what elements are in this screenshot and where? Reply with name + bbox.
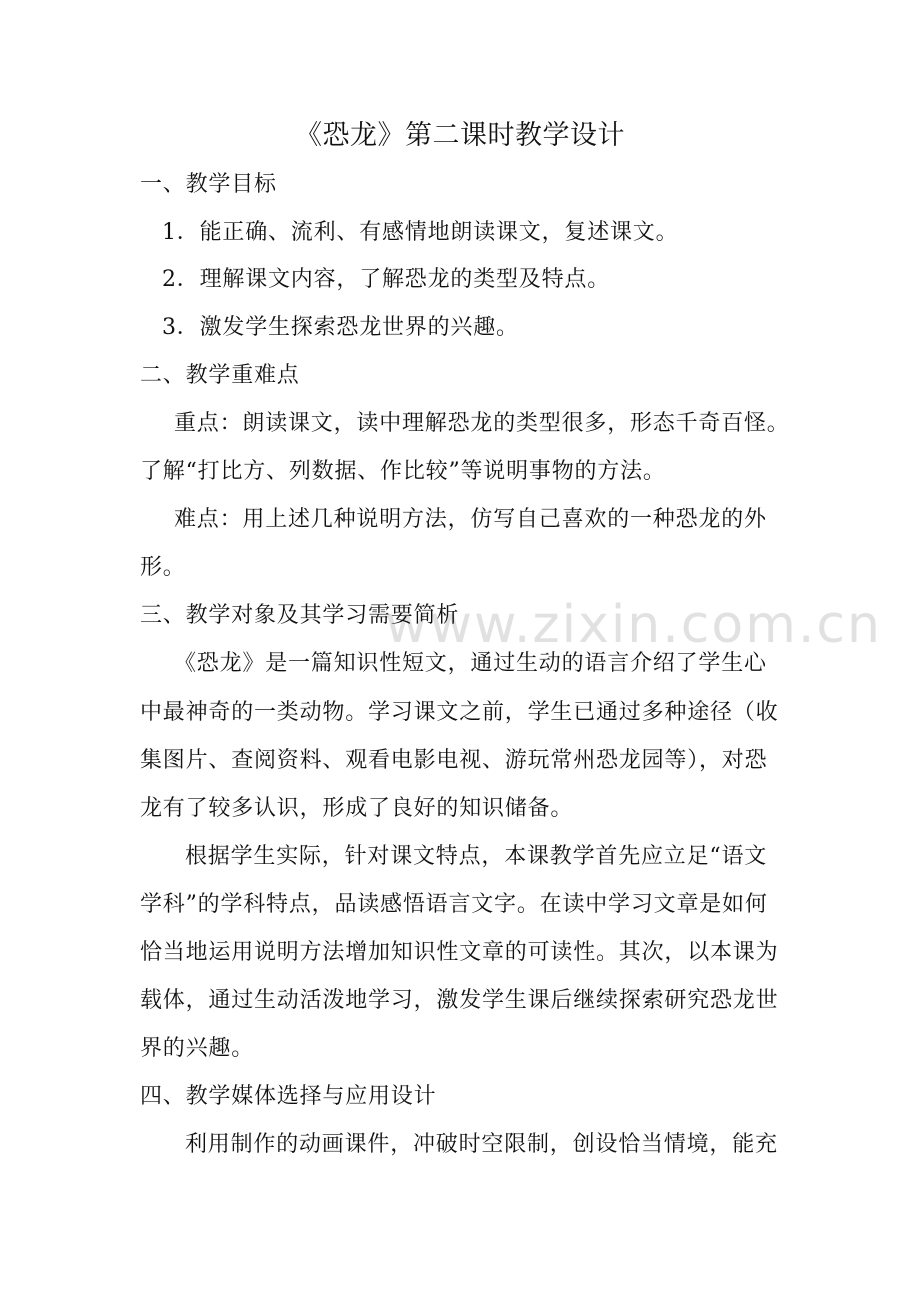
section-heading-objectives: 一、教学目标 xyxy=(140,172,277,197)
analysis-paragraph-line-5: 界的兴趣。 xyxy=(140,1036,255,1061)
objective-item-3: 3．激发学生探索恐龙世界的兴趣。 xyxy=(162,315,519,340)
watermark: www.zixin.com.cn xyxy=(385,595,882,655)
learners-paragraph-line-4: 龙有了较多认识，形成了良好的知识储备。 xyxy=(140,796,574,821)
key-point-paragraph-line-2: 了解“打比方、列数据、作比较”等说明事物的方法。 xyxy=(140,459,666,484)
difficulty-paragraph-line-2: 形。 xyxy=(140,555,186,580)
objective-item-2: 2．理解课文内容，了解恐龙的类型及特点。 xyxy=(162,267,610,292)
section-heading-media: 四、教学媒体选择与应用设计 xyxy=(140,1084,437,1109)
analysis-paragraph-line-1: 根据学生实际，针对课文特点，本课教学首先应立足“语文 xyxy=(185,844,768,869)
learners-paragraph-line-2: 中最神奇的一类动物。学习课文之前，学生已通过多种途径（收 xyxy=(140,700,779,725)
section-heading-learners: 三、教学对象及其学习需要简析 xyxy=(140,603,460,628)
analysis-paragraph-line-4: 载体，通过生动活泼地学习，激发学生课后继续探索研究恐龙世 xyxy=(140,988,779,1013)
document-title: 《恐龙》第二课时教学设计 xyxy=(295,120,625,151)
analysis-paragraph-line-3: 恰当地运用说明方法增加知识性文章的可读性。其次，以本课为 xyxy=(140,940,779,965)
difficulty-paragraph-line-1: 难点：用上述几种说明方法，仿写自己喜欢的一种恐龙的外 xyxy=(174,507,767,532)
learners-paragraph-line-3: 集图片、查阅资料、观看电影电视、游玩常州恐龙园等），对恐 xyxy=(140,748,768,773)
objective-item-1: 1．能正确、流利、有感情地朗读课文，复述课文。 xyxy=(162,220,679,245)
analysis-paragraph-line-2: 学科”的学科特点，品读感悟语言文字。在读中学习文章是如何 xyxy=(140,892,768,917)
key-point-paragraph-line-1: 重点：朗读课文，读中理解恐龙的类型很多，形态千奇百怪。 xyxy=(174,411,790,436)
learners-paragraph-line-1: 《恐龙》是一篇知识性短文，通过生动的语言介绍了学生心 xyxy=(174,651,767,676)
media-paragraph-line-1: 利用制作的动画课件，冲破时空限制，创设恰当情境，能充 xyxy=(185,1132,778,1157)
section-heading-key-points: 二、教学重难点 xyxy=(140,363,300,388)
